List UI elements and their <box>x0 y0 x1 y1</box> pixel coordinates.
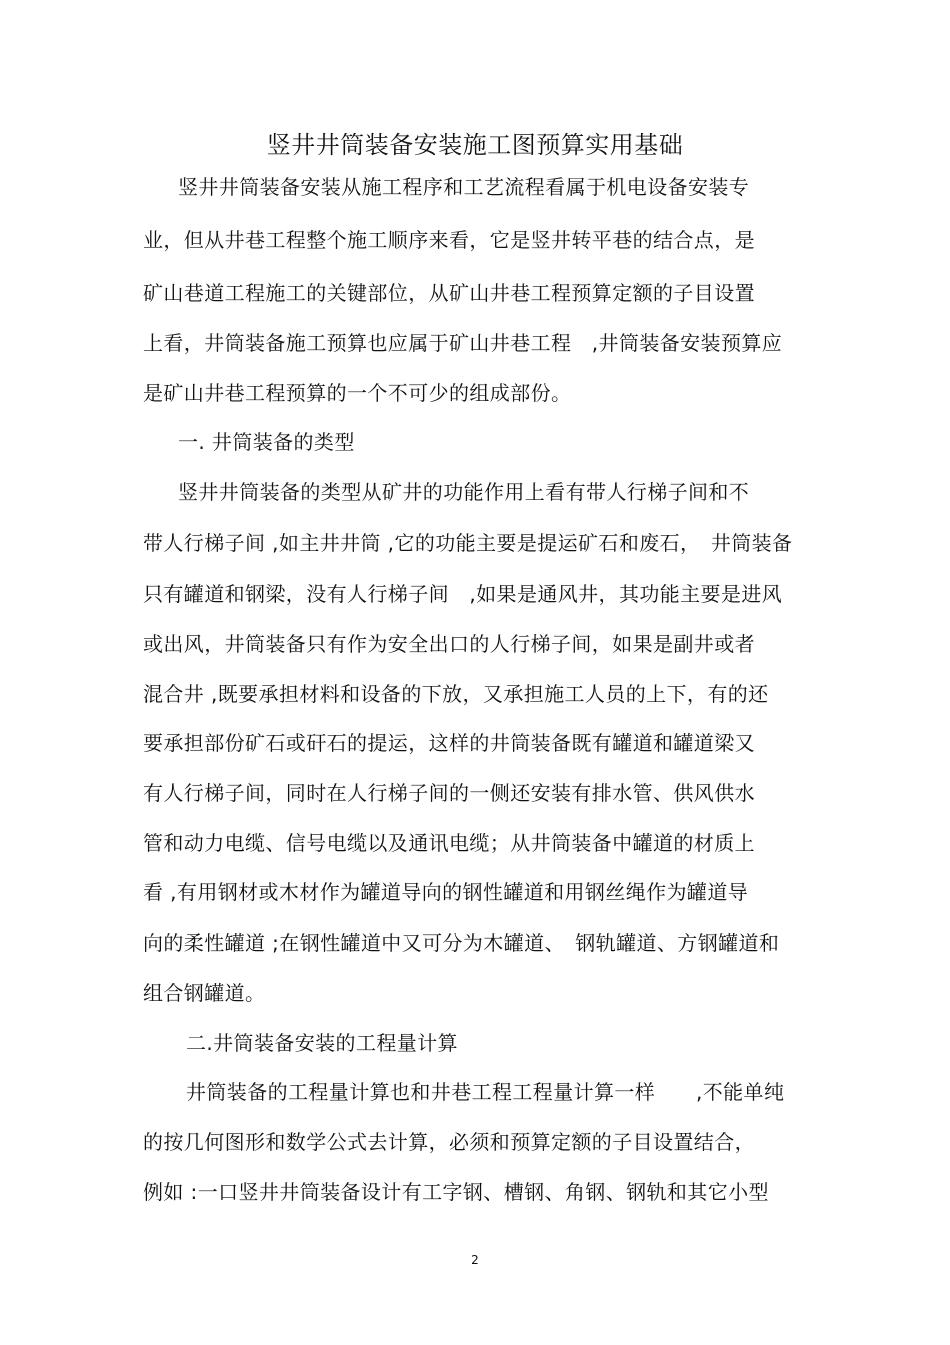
paragraph-line-15: 向的柔性罐道 ;在钢性罐道中又可分为木罐道、 钢轨罐道、方钢罐道和 <box>143 931 780 955</box>
paragraph-line-10: 混合井 ,既要承担材料和设备的下放，又承担施工人员的上下，有的还 <box>143 682 769 706</box>
paragraph-line-12: 有人行梯子间，同时在人行梯子间的一侧还安装有排水管、供风供水 <box>143 781 755 805</box>
paragraph-line-14: 看 ,有用钢材或木材作为罐道导向的钢性罐道和用钢丝绳作为罐道导 <box>143 880 749 904</box>
paragraph-line-13: 管和动力电缆、信号电缆以及通讯电缆；从井筒装备中罐道的材质上 <box>143 831 755 855</box>
paragraph-line-18: 的按几何图形和数学公式去计算，必须和预算定额的子目设置结合， <box>143 1130 755 1154</box>
document-title: 竖井井筒装备安装施工图预算实用基础 <box>266 131 684 159</box>
section-heading-2: 二.井筒装备安装的工程量计算 <box>186 1031 458 1055</box>
paragraph-line-3: 矿山巷道工程施工的关键部位，从矿山井巷工程预算定额的子目设置 <box>143 281 755 305</box>
paragraph-line-2: 业，但从井巷工程整个施工顺序来看，它是竖井转平巷的结合点，是 <box>143 228 755 252</box>
paragraph-line-4: 上看，井筒装备施工预算也应属于矿山井巷工程 ,井筒装备安装预算应 <box>143 331 783 355</box>
page-number: 2 <box>471 1253 479 1267</box>
paragraph-line-6: 竖井井筒装备的类型从矿井的功能作用上看有带人行梯子间和不 <box>178 480 750 504</box>
paragraph-line-9: 或出风，井筒装备只有作为安全出口的人行梯子间，如果是副井或者 <box>143 632 755 656</box>
paragraph-line-5: 是矿山井巷工程预算的一个不可少的组成部份。 <box>143 381 572 405</box>
paragraph-line-7: 带人行梯子间 ,如主井井筒 ,它的功能主要是提运矿石和废石， 井筒装备 <box>143 531 793 555</box>
paragraph-line-8: 只有罐道和钢梁，没有人行梯子间 ,如果是通风井，其功能主要是进风 <box>143 582 783 606</box>
paragraph-line-17: 井筒装备的工程量计算也和井巷工程工程量计算一样 ,不能单纯 <box>186 1080 785 1104</box>
paragraph-line-19: 例如 :一口竖井井筒装备设计有工字钢、槽钢、角钢、钢轨和其它小型 <box>143 1180 769 1204</box>
paragraph-line-16: 组合钢罐道。 <box>143 981 266 1005</box>
paragraph-line-1: 竖井井筒装备安装从施工程序和工艺流程看属于机电设备安装专 <box>178 175 750 199</box>
paragraph-line-11: 要承担部份矿石或矸石的提运，这样的井筒装备既有罐道和罐道梁又 <box>143 731 755 755</box>
section-heading-1: 一. 井筒装备的类型 <box>178 430 355 454</box>
